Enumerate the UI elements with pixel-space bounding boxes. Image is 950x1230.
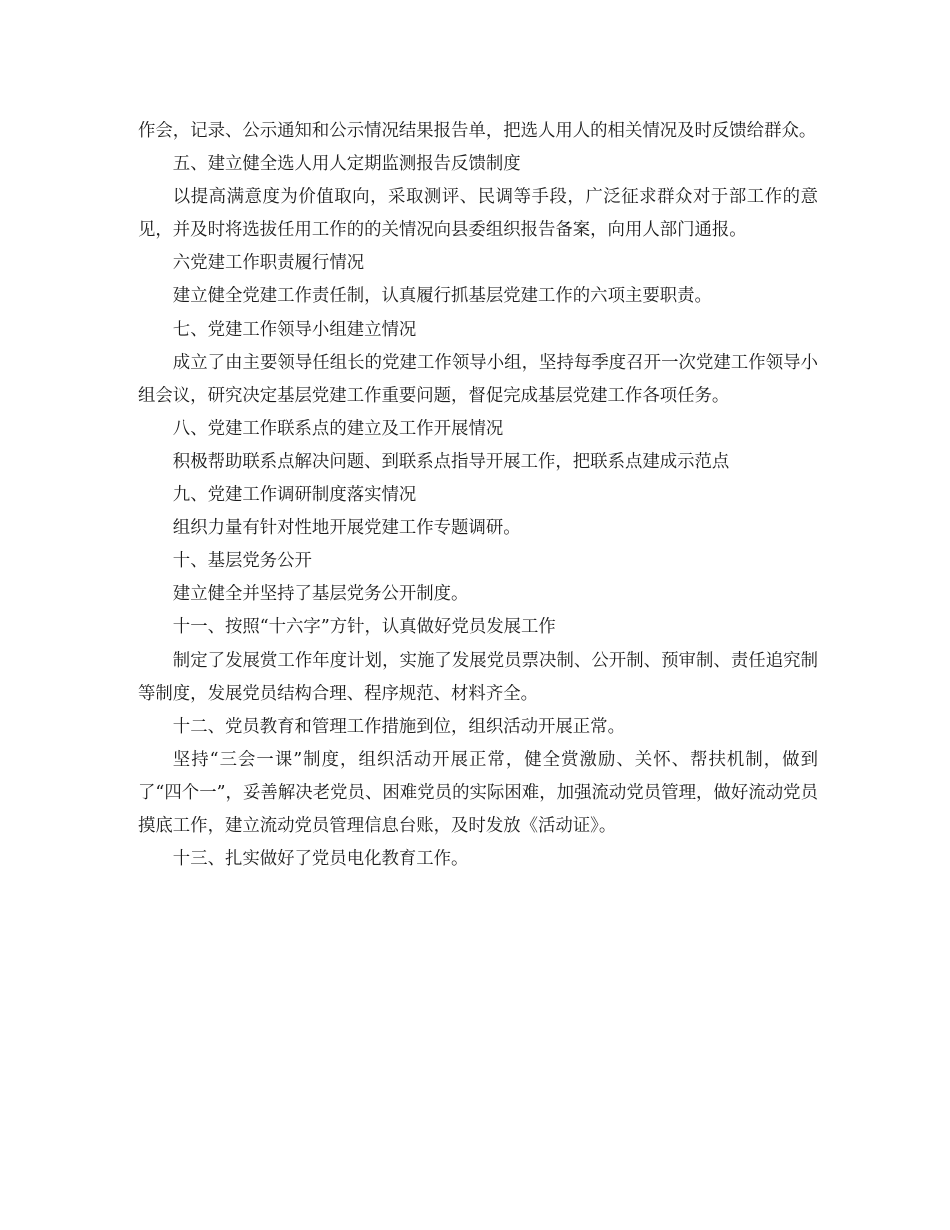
section-heading-13: 十三、扎实做好了党员电化教育工作。 — [172, 849, 469, 870]
paragraph-2: 以提高满意度为价值取向，采取测评、民调等手段，广泛征求群众对于部工作的意见，并及时将选拔任用工作的的关情况向县委组织报告备案，向用人部门通报。 — [138, 187, 818, 241]
paragraph-6: 组织力量有针对性地开展党建工作专题调研。 — [172, 518, 521, 539]
paragraph-9: 坚持“三会一课”制度，组织活动开展正常，健全赏激励、关怀、帮扶机制，做到了“四个一”，妥善解决老党员、困难党员的实际困难，加强流动党员管理，做好流动党员摸底工作，建立流动党员管理信息台账，及时发放《活动证》。 — [138, 749, 818, 836]
paragraph-1: 作会，记录、公示通知和公示情况结果报告单，把选人用人的相关情况及时反馈给群众。 — [138, 121, 817, 141]
paragraph-4: 成立了由主要领导任组长的党建工作领导小组，坚持每季度召开一次党建工作领导小组会议，研究决定基层党建工作重要问题，督促完成基层党建工作各项任务。 — [138, 352, 818, 406]
section-heading-5: 五、建立健全选人用人定期监测报告反馈制度 — [172, 154, 521, 175]
document-body — [138, 115, 818, 876]
paragraph-3: 建立健全党建工作责任制，认真履行抓基层党建工作的六项主要职责。 — [172, 286, 712, 307]
section-heading-8: 八、党建工作联系点的建立及工作开展情况 — [172, 418, 504, 439]
paragraph-5: 积极帮助联系点解决问题、到联系点指导开展工作，把联系点建成示范点 — [172, 451, 730, 472]
paragraph-7: 建立健全并坚持了基层党务公开制度。 — [172, 584, 469, 605]
section-heading-7: 七、党建工作领导小组建立情况 — [172, 319, 417, 340]
section-heading-11: 十一、按照“十六字”方针，认真做好党员发展工作 — [172, 617, 556, 638]
section-heading-9: 九、党建工作调研制度落实情况 — [172, 485, 417, 506]
section-heading-10: 十、基层党务公开 — [172, 551, 312, 572]
paragraph-8: 制定了发展赏工作年度计划，实施了发展党员票决制、公开制、预审制、责任追究制等制度，发展党员结构合理、程序规范、材料齐全。 — [138, 650, 818, 704]
section-heading-12: 十二、党员教育和管理工作措施到位，组织活动开展正常。 — [172, 716, 625, 737]
section-heading-6: 六党建工作职责履行情况 — [172, 253, 365, 274]
